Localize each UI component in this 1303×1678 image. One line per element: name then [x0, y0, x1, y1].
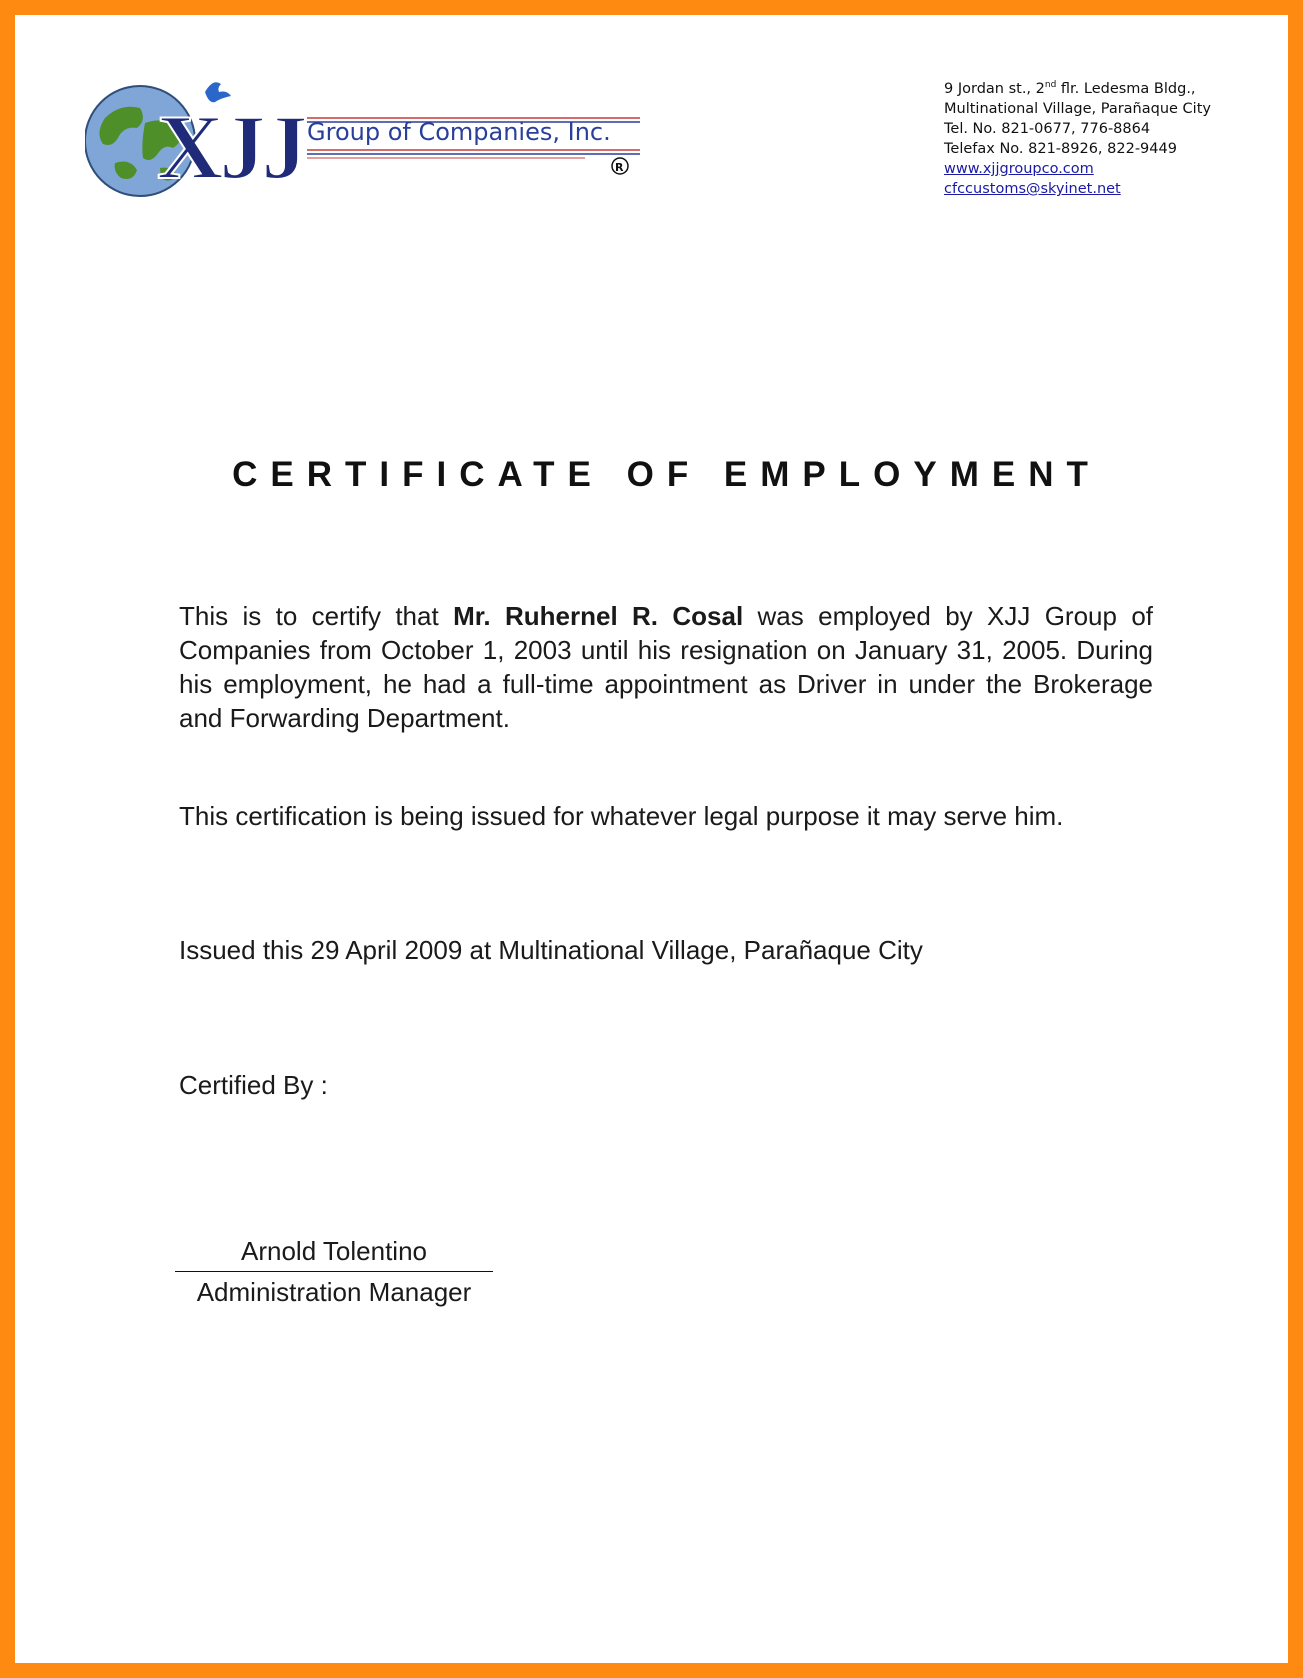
address-line-1: 9 Jordan st., 2nd flr. Ledesma Bldg., — [944, 80, 1196, 97]
address-line-2: Multinational Village, Parañaque City — [944, 101, 1211, 117]
telephone: Tel. No. 821-0677, 776-8864 — [944, 121, 1151, 137]
telefax: Telefax No. 821-8926, 822-9449 — [944, 141, 1177, 157]
document-title: CERTIFICATE OF EMPLOYMENT — [232, 455, 1101, 494]
signatory-title: Administration Manager — [196, 1277, 472, 1307]
company-logo — [85, 78, 655, 208]
website-link[interactable]: www.xjjgroupco.com — [944, 161, 1094, 177]
signature-block — [175, 1233, 493, 1310]
purpose-paragraph: This certification is being issued for whatever legal purpose it may serve him. — [179, 801, 1064, 831]
issued-paragraph: Issued this 29 April 2009 at Multinational Village, Parañaque City — [179, 935, 923, 965]
logo-mark: XJJ — [157, 96, 304, 198]
certified-by-label: Certified By : — [179, 1070, 328, 1100]
company-name: Group of Companies, Inc. — [307, 118, 611, 146]
employee-name: Mr. Ruhernel R. Cosal — [453, 601, 744, 631]
signatory-name: Arnold Tolentino — [175, 1233, 493, 1272]
email-link[interactable]: cfccustoms@skyinet.net — [944, 181, 1121, 197]
certification-paragraph: This is to certify that Mr. Ruhernel R. Cosal was employed by XJJ Group of Companies from October 1, 2003 until his resignation on January 31, 2005. During his employment, he had a full-time appointment as Driver in under the Brokerage and Forwarding Department. — [179, 601, 1154, 733]
company-address — [944, 79, 1211, 199]
svg-text:R: R — [615, 161, 624, 174]
